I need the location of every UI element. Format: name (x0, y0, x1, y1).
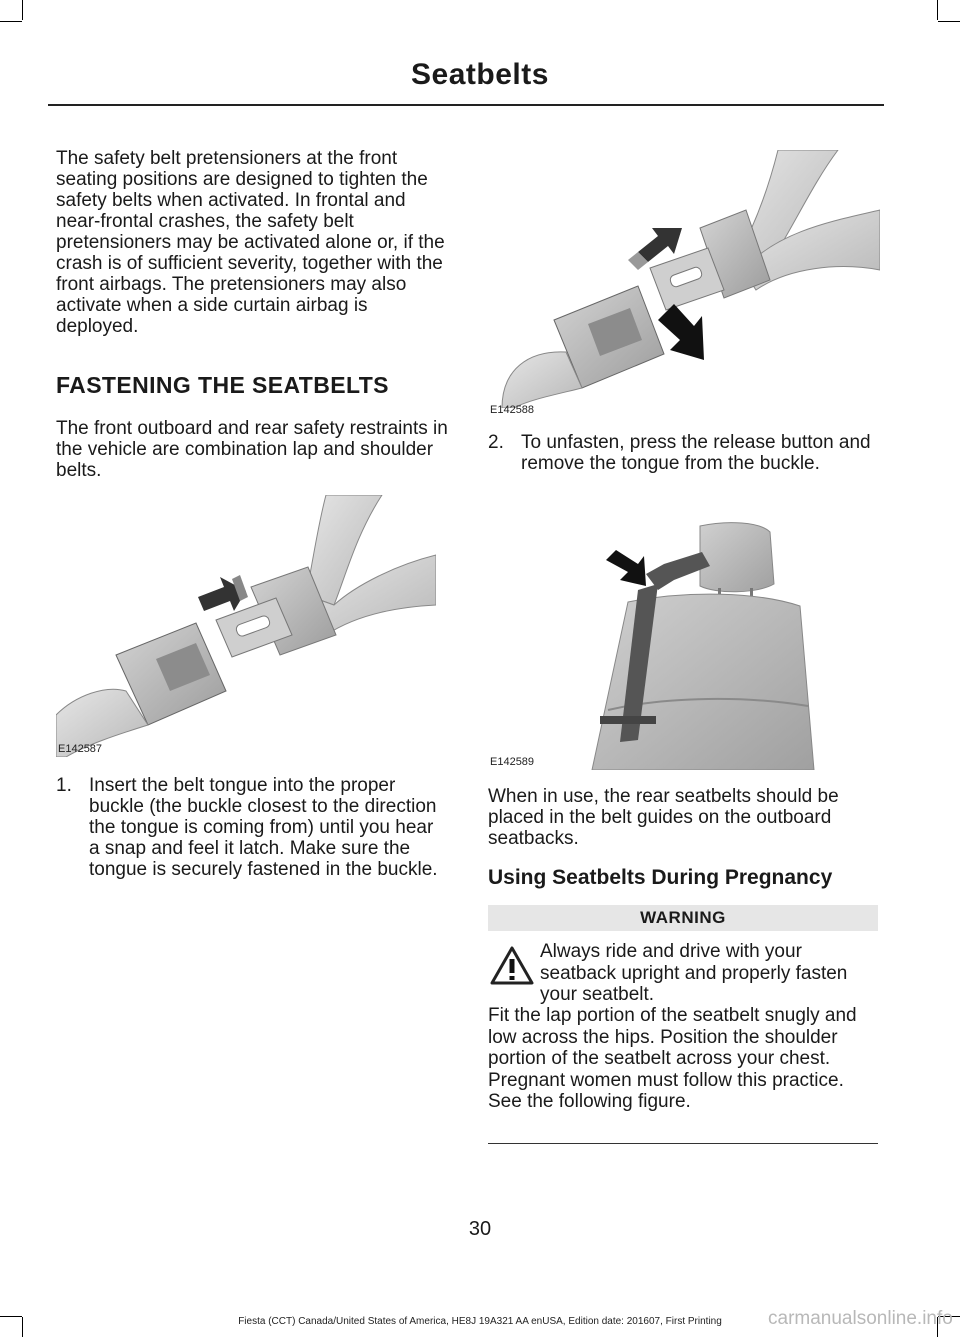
figure-label: E142588 (490, 404, 535, 416)
arrow-icon (606, 550, 646, 586)
belt-release-illustration (488, 150, 880, 408)
page-title: Seatbelts (411, 58, 549, 91)
section-body: The front outboard and rear safety restraints in the vehicle are combination lap and shoulder belts. (56, 418, 448, 481)
pregnancy-subheading: Using Seatbelts During Pregnancy (488, 866, 833, 889)
footer-text: Fiesta (CCT) Canada/United States of America, HE8J 19A321 AA enUSA, Edition date: 201607, First Printing (238, 1316, 722, 1327)
figure-belt-release (488, 150, 880, 422)
arrow-icon (198, 575, 248, 611)
warning-rule (488, 1143, 878, 1144)
page-number: 30 (468, 1218, 492, 1240)
list-item-step-2 (488, 432, 880, 498)
figure-label: E142589 (490, 756, 535, 768)
warning-triangle-icon (489, 945, 535, 987)
warning-text: Fit the lap portion of the seatbelt snugly and low across the hips. Position the shoulder portion of the seatbelt across your chest. Pregnant women must follow this practice. See the following figure. (488, 1005, 857, 1112)
title-rule (48, 104, 884, 106)
list-text: To unfasten, press the release button and remove the tongue from the buckle. (521, 432, 871, 474)
crop-mark (0, 21, 22, 22)
belt-insert-illustration (56, 495, 436, 757)
intro-paragraph: The safety belt pretensioners at the front seating positions are designed to tighten the safety belts when activated. In frontal and near-frontal crashes, the safety belt pretensioners may be activated alone or, if the crash is of sufficient severity, together with the front airbags. The pretensioners may also activate when a side curtain airbag is deployed. (56, 148, 445, 337)
crop-mark (22, 0, 23, 20)
crop-mark (938, 21, 960, 22)
list-text: Insert the belt tongue into the proper buckle (the buckle closest to the direction the tongue is coming from) until you hear a snap and feel it latch. Make sure the tongue is securely fastened in the buckle. (89, 775, 438, 880)
section-heading: FASTENING THE SEATBELTS (56, 372, 389, 398)
list-item-step-1 (56, 775, 448, 907)
figure-rear-seatbelt (488, 520, 880, 772)
list-number: 2. (488, 432, 504, 453)
warning-text-indent: Always ride and drive with your seatback upright and properly fasten your seatbelt. (540, 941, 848, 1005)
arrow-icon (658, 304, 704, 360)
figure-label: E142587 (58, 743, 103, 755)
rear-seatbelt-text: When in use, the rear seatbelts should be placed in the belt guides on the outboard seatbacks. (488, 786, 839, 849)
list-number: 1. (56, 775, 72, 796)
rear-seat-illustration (488, 520, 880, 770)
figure-belt-insert (56, 495, 436, 757)
warning-header: WARNING (488, 905, 878, 931)
watermark: carmanualsonline.info (768, 1308, 953, 1329)
crop-mark (937, 0, 938, 20)
